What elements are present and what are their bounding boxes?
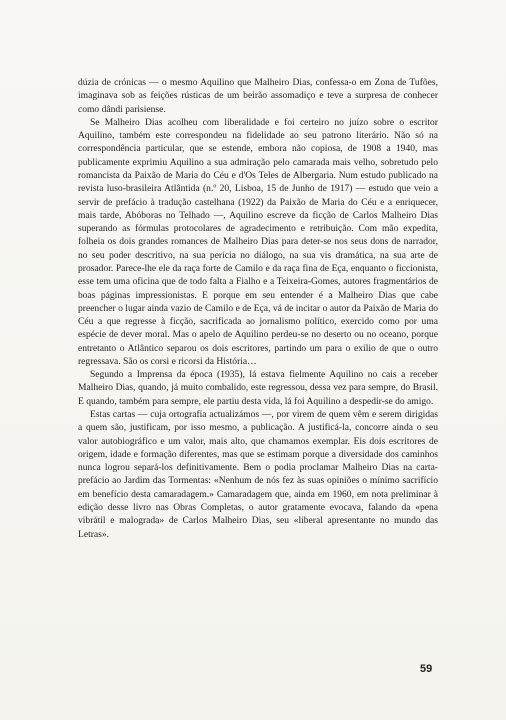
page-number: 59 — [420, 663, 433, 675]
paragraph-2: Se Malheiro Dias acolheu com liberalidade e foi certeiro no juízo sobre o escritor Aquilino, também este correspondeu na fidelidade ao seu patrono literário. Não só na correspondência particular, que se estende, embora não copiosa, de 1908 a 1940, mas publicamente exprimiu Aquilino a sua admiração pelo camarada mais velho, sobretudo pelo romancista da Paixão de Maria do Céu e d'Os Teles de Albergaria. Num estudo publicado na revista luso-brasileira Atlântida (n.º 20, Lisboa, 15 de Junho de 1917) — estudo que veio a servir de prefácio à tradução castelhana (1922) da Paixão de Maria do Céu e a enriquecer, mais tarde, Abóboras no Telhado —, Aquilino escreve da ficção de Carlos Malheiro Dias superando as fórmulas protocolares de agradecimento e retribuição. Com mão expedita, folheia os dois grandes romances de Malheiro Dias para deter-se nos seus dons de narrador, no seu poder descritivo, na sua perícia no diálogo, na sua vis dramática, na sua arte de prosador. Parece-lhe ele da raça forte de Camilo e da raça fina de Eça, enquanto o ficcionista, esse tem uma oficina que de todo falta a Fialho e a Teixeira-Gomes, autores fragmentários de boas páginas impressionistas. E porque em seu entender é a Malheiro Dias que cabe preencher o lugar ainda vazio de Camilo e de Eça, vá de incitar o autor da Paixão de Maria do Céu a que regresse à ficção, sacrificada ao jornalismo político, exercido como por uma espécie de dever moral. Mas o apelo de Aquilino perdeu-se no deserto ou no oceano, porque entretanto o Atlântico separou os dois escritores, partindo um para o exílio de que o outro regressava. São os corsi e ricorsi da História… — [78, 116, 438, 367]
paragraph-1: dúzia de crónicas — o mesmo Aquilino que Malheiro Dias, confessa-o em Zona de Tufões, imaginava sob as feições rústicas de um beirão assomadiço e teve a surpresa de conhecer como dândi parisiense. — [78, 77, 438, 115]
paragraph-3: Segundo a Imprensa da época (1935), lá estava fielmente Aquilino no cais a receber Malheiro Dias, quando, já muito combalido, este regressou, dessa vez para sempre, do Brasil. E quando, também para sempre, ele partiu desta vida, lá foi Aquilino a despedir-se do amigo. — [78, 369, 438, 407]
body-text — [78, 76, 438, 541]
paragraph-4: Estas cartas — cuja ortografia actualizámos —, por virem de quem vêm e serem dirigidas a quem são, justificam, por isso mesmo, a publicação. A justificá-la, concorre ainda o seu valor autobiográfico e um valor, mais alto, que chamamos exemplar. Eis dois escritores de origem, idade e formação diferentes, mas que se estimam porque a diversidade dos caminhos nunca logrou separá-los definitivamente. Bem o podia proclamar Malheiro Dias na carta-prefácio ao Jardim das Tormentas: «Nenhum de nós fez às suas opiniões o mínimo sacrifício em benefício desta camaradagem.» Camaradagem que, ainda em 1960, em nota preliminar à edição desse livro nas Obras Completas, o autor gratamente evocava, falando da «pena vibrátil e malograda» de Carlos Malheiro Dias, seu «liberal apresentante no mundo das Letras». — [78, 409, 438, 540]
